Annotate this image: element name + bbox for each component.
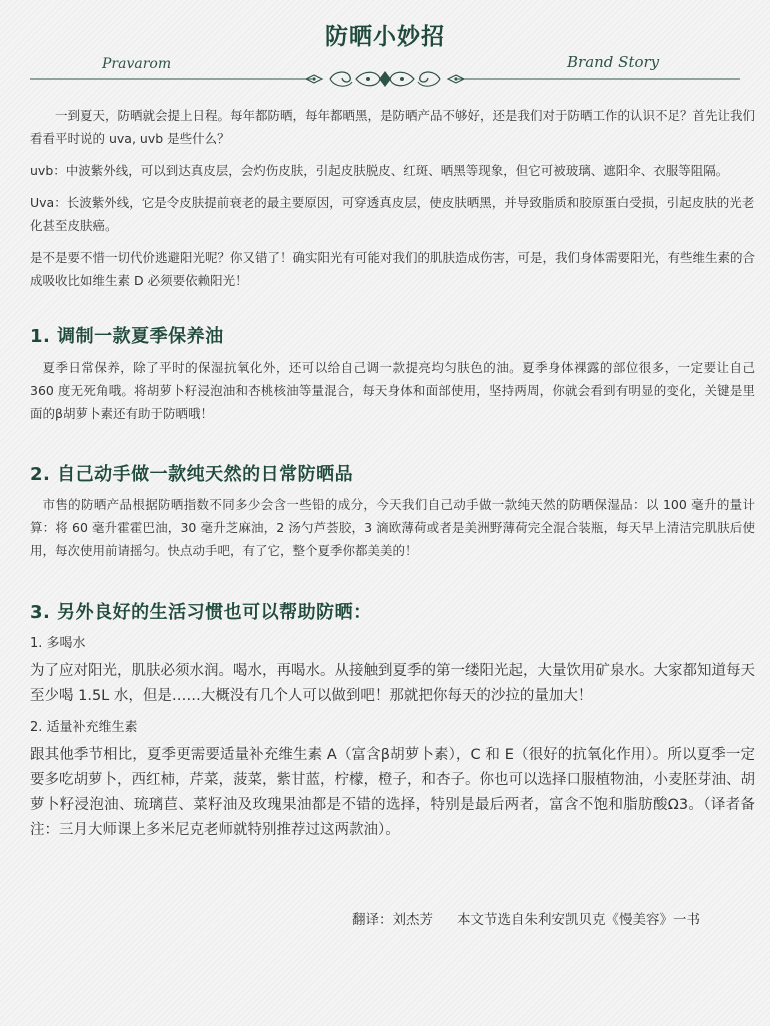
body-vitamins: 跟其他季节相比，夏季更需要适量补充维生素 A（富含β胡萝卜素），C 和 E（很好的抗氧化作用）。所以夏季一定要多吃胡萝卜，西红柿，芹菜，菠菜，紫甘蓝，柠檬，橙子，和杏子。你也可以选择口服植物油，小麦胚芽油、胡萝卜籽浸泡油、琉璃苣、菜籽油及玫瑰果油都是不错的选择，特别是最后两者，富含不饱和脂肪酸Ω3。（译者备注：三月大师课上多米尼克老师就特别推荐过这两款油）。 — [30, 747, 755, 838]
brand-left: Pravarom — [102, 56, 172, 72]
translator-credit: 翻译：刘杰芳 — [352, 912, 433, 928]
intro-paragraph: Uva：长波紫外线，它是令皮肤提前衰老的最主要原因，可穿透真皮层，使皮肤晒黑，并导致脂质和胶原蛋白受损，引起皮肤的光老化甚至皮肤癌。 — [30, 195, 755, 233]
footer-credits — [352, 908, 700, 928]
body-water: 为了应对阳光，肌肤必须水润。喝水，再喝水。从接触到夏季的第一缕阳光起，大量饮用矿泉水。大家都知道每天至少喝 1.5L 水，但是……大概没有几个人可以做到吧！那就把你每天的沙拉的量加大！ — [30, 663, 755, 704]
sub-heading-water: 1. 多喝水 — [30, 636, 86, 651]
intro-paragraph: 是不是要不惜一切代价逃避阳光呢？你又错了！确实阳光有可能对我们的肌肤造成伤害，可是，我们身体需要阳光，有些维生素的合成吸收比如维生素 D 必须要依赖阳光！ — [30, 250, 756, 288]
brand-right: Brand Story — [567, 53, 660, 71]
source-credit: 本文节选自朱利安凯贝克《慢美容》一书 — [457, 912, 700, 928]
intro-paragraph: 一到夏天，防晒就会提上日程。每年都防晒，每年都晒黑，是防晒产品不够好，还是我们对于防晒工作的认识不足？首先让我们看看平时说的 uva, uvb 是些什么？ — [30, 108, 756, 146]
page-title: 防晒小妙招 — [325, 24, 445, 50]
section-heading-3: 3. 另外良好的生活习惯也可以帮助防晒： — [30, 602, 372, 623]
section-heading-1: 1. 调制一款夏季保养油 — [30, 326, 224, 347]
intro-text — [30, 104, 755, 301]
section-body-1: 夏季日常保养，除了平时的保湿抗氧化外，还可以给自己调一款提亮均匀肤色的油。夏季身体裸露的部位很多，一定要让自己 360 度无死角哦。将胡萝卜籽浸泡油和杏桃核油等量混合，每天身体和面部使用，坚持两周，你就会看到有明显的变化，关键是里面的β胡萝卜素还有助于防晒哦！ — [30, 360, 755, 421]
intro-paragraph: uvb：中波紫外线，可以到达真皮层，会灼伤皮肤，引起皮肤脱皮、红斑、晒黑等现象，但它可被玻璃、遮阳伞、衣服等阻隔。 — [30, 163, 729, 178]
ornamental-divider — [30, 68, 740, 90]
sub-heading-vitamins: 2. 适量补充维生素 — [30, 720, 138, 735]
section-heading-2: 2. 自己动手做一款纯天然的日常防晒品 — [30, 464, 354, 485]
section-body-2: 市售的防晒产品根据防晒指数不同多少会含一些铅的成分，今天我们自己动手做一款纯天然的防晒保湿品：以 100 毫升的量计算：将 60 毫升霍霍巴油，30 毫升芝麻油，2 汤勺芦荟胶，3 滴欧薄荷或者是美洲野薄荷完全混合装瓶，每天早上清洁完肌肤后使用，每次使用前请摇匀。快点动手吧，有了它，整个夏季你都美美的！ — [30, 497, 755, 558]
